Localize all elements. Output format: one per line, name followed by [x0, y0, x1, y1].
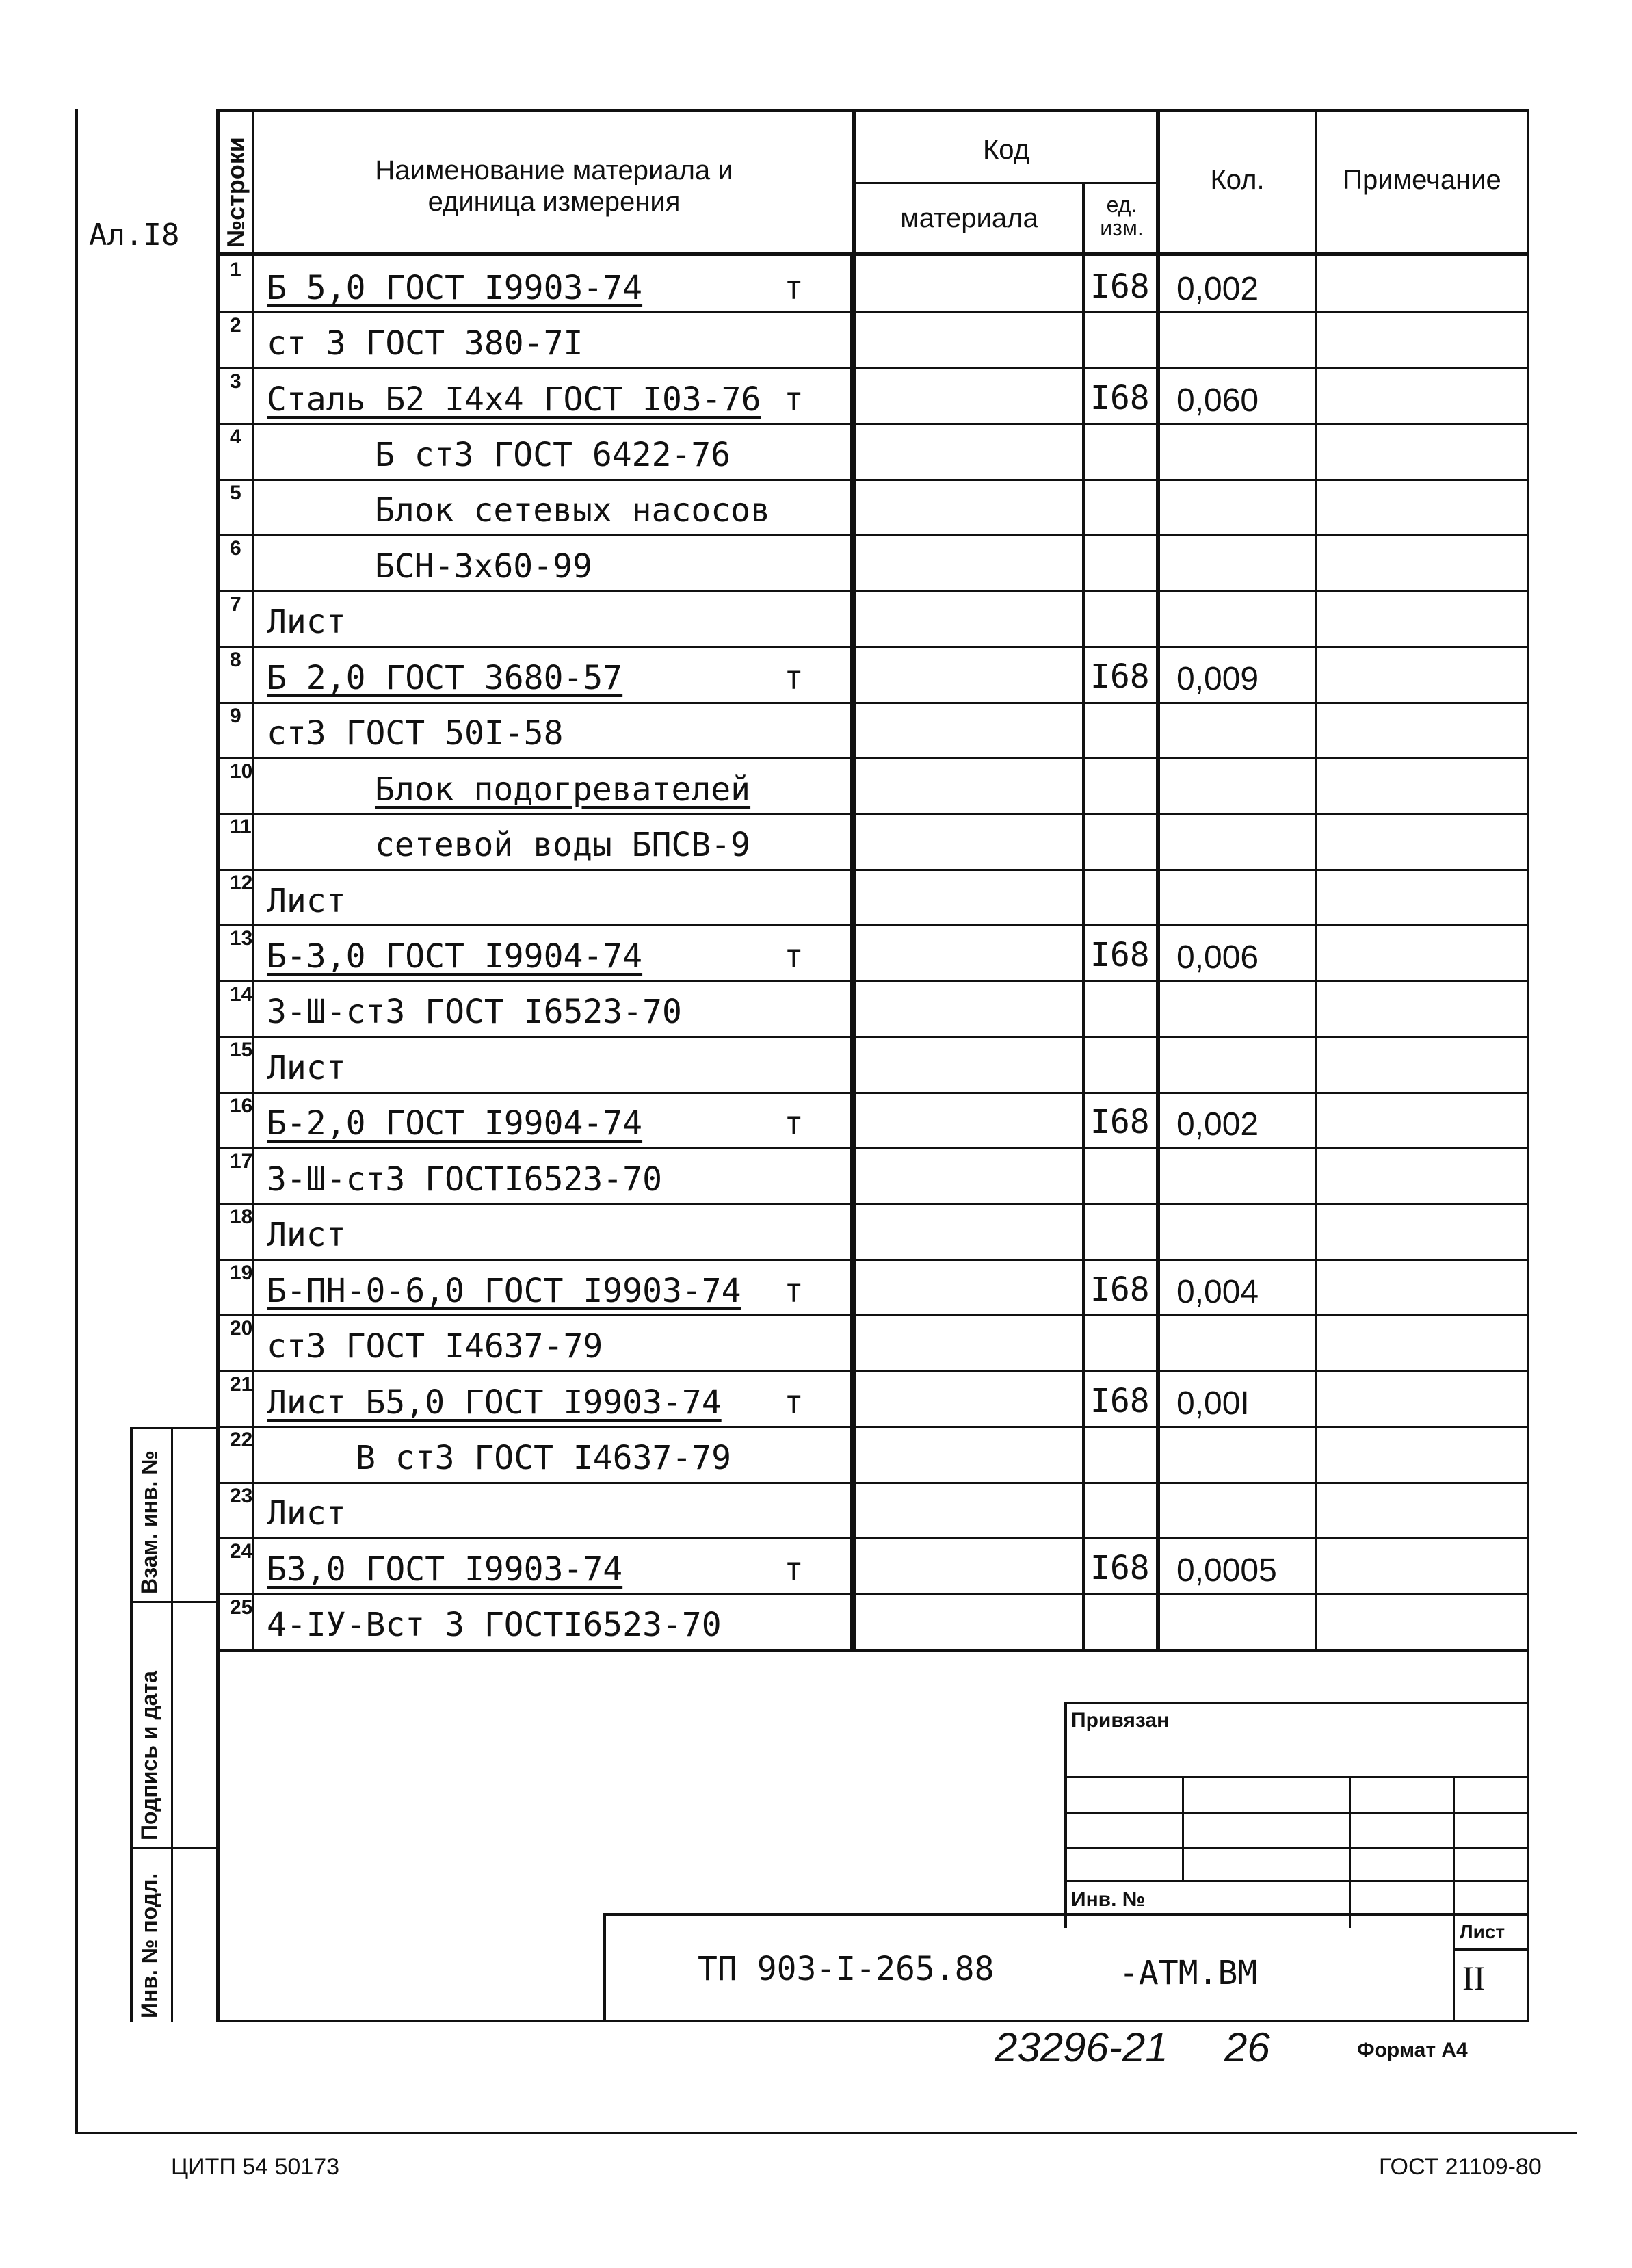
header-note: Примечание — [1343, 165, 1501, 195]
row-qty: 0,009 — [1176, 661, 1259, 697]
row-unit-letter: т — [784, 659, 804, 697]
tb-list-label: Лист — [1460, 1921, 1505, 1942]
stamp-left — [130, 1427, 133, 2022]
row-number: 4 — [230, 426, 241, 448]
header-bottom — [218, 252, 1528, 256]
row-number: 3 — [230, 370, 241, 393]
row-name: ст 3 ГОСТ 380-7I — [267, 324, 583, 363]
row-name: В ст3 ГОСТ I4637-79 — [356, 1439, 732, 1477]
row-number: 8 — [230, 649, 241, 671]
footer-handwritten: 23296-21 — [995, 2024, 1168, 2070]
row-name: 3-Ш-ст3 ГОСТ I6523-70 — [267, 993, 682, 1031]
stamp-top — [130, 1427, 218, 1429]
tb-bottom — [218, 2020, 1528, 2022]
stamp-div-1 — [130, 1601, 218, 1603]
stamp-col-divider — [171, 1427, 173, 2022]
row-divider — [218, 1203, 1528, 1205]
header-material: материала — [900, 203, 1038, 233]
stamp-inv: Инв. № подл. — [137, 1873, 161, 2018]
row-name: Блок сетевых насосов — [375, 491, 770, 530]
row-number: 9 — [230, 705, 241, 727]
row-code: I68 — [1090, 1382, 1150, 1420]
row-qty: 0,060 — [1176, 382, 1259, 419]
footer-page: 26 — [1224, 2024, 1270, 2070]
row-divider — [218, 1426, 1528, 1428]
row-divider — [218, 1482, 1528, 1484]
row-code: I68 — [1090, 379, 1150, 417]
row-code: I68 — [1090, 1270, 1150, 1309]
row-code: I68 — [1090, 657, 1150, 696]
tb-grid-h4 — [1064, 1880, 1528, 1882]
row-name: 4-IУ-Вст 3 ГОСТI6523-70 — [267, 1606, 722, 1644]
row-number: 6 — [230, 537, 241, 560]
stamp-div-2 — [130, 1847, 218, 1849]
tb-grid-h3 — [1064, 1847, 1528, 1849]
row-divider — [218, 1259, 1528, 1261]
row-name: Лист — [267, 882, 346, 920]
material-col-border — [1082, 183, 1085, 1650]
row-name: Б-ПН-0-6,0 ГОСТ I9903-74 — [267, 1272, 741, 1310]
row-qty: 0,002 — [1176, 271, 1259, 307]
unit-col-border — [1156, 109, 1160, 1650]
row-code: I68 — [1090, 268, 1150, 306]
tb-privyazan: Привязан — [1071, 1709, 1170, 1732]
row-divider — [218, 1537, 1528, 1539]
tb-inv-no: Инв. № — [1071, 1888, 1146, 1911]
row-divider — [218, 757, 1528, 759]
row-code: I68 — [1090, 1103, 1150, 1141]
frame-right — [1527, 109, 1529, 2022]
row-number: 18 — [230, 1205, 253, 1228]
row-number: 13 — [230, 927, 253, 950]
row-number: 15 — [230, 1039, 253, 1061]
row-divider — [218, 646, 1528, 648]
tb-grid-v3 — [1453, 1776, 1455, 2022]
footer-right: ГОСТ 21109-80 — [1379, 2154, 1542, 2180]
tb-main-top — [603, 1913, 1528, 1916]
row-number: 11 — [230, 816, 252, 838]
tb-grid-h1 — [1064, 1776, 1528, 1778]
tb-grid-h2 — [1064, 1812, 1528, 1814]
row-divider — [218, 702, 1528, 704]
row-divider — [218, 869, 1528, 871]
row-number: 5 — [230, 482, 241, 504]
row-qty: 0,004 — [1176, 1274, 1259, 1310]
row-divider — [218, 924, 1528, 926]
row-qty: 0,00I — [1176, 1385, 1250, 1422]
row-name: 3-Ш-ст3 ГОСТI6523-70 — [267, 1160, 662, 1199]
header-row-number: №строки — [222, 137, 250, 248]
row-divider — [218, 534, 1528, 536]
row-number: 21 — [230, 1373, 253, 1396]
table-bottom — [218, 1649, 1528, 1652]
sheet-label: Ал.I8 — [89, 218, 180, 252]
row-number: 23 — [230, 1485, 253, 1507]
row-divider — [218, 1593, 1528, 1595]
row-unit-letter: т — [784, 269, 804, 307]
row-divider — [218, 1092, 1528, 1094]
row-name: Лист — [267, 603, 346, 641]
row-name: ст3 ГОСТ 50I-58 — [267, 714, 564, 753]
row-unit-letter: т — [784, 1383, 804, 1422]
row-number: 16 — [230, 1095, 253, 1117]
row-name: Сталь Б2 I4x4 ГОСТ I03-76 — [267, 380, 761, 419]
frame-top — [216, 109, 1529, 112]
row-unit-letter: т — [784, 1104, 804, 1143]
header-unit: ед. изм. — [1100, 192, 1144, 240]
tb-doc-suffix: -АТМ.ВМ — [1119, 1954, 1258, 1992]
row-name: Лист — [267, 1216, 346, 1254]
row-number: 17 — [230, 1150, 253, 1173]
row-code: I68 — [1090, 936, 1150, 974]
row-name: Б ст3 ГОСТ 6422-76 — [375, 436, 731, 474]
row-number: 7 — [230, 593, 241, 616]
header-code-divider — [854, 182, 1157, 184]
row-divider — [218, 1147, 1528, 1149]
row-name: БСН-3х60-99 — [375, 547, 592, 586]
row-number: 22 — [230, 1429, 253, 1451]
name-col-border — [852, 109, 856, 1650]
tb-list-div — [1453, 1948, 1528, 1951]
row-name: Лист — [267, 1049, 346, 1087]
frame-bottom — [75, 2132, 1577, 2134]
tb-privyazan-top — [1064, 1702, 1528, 1704]
row-qty: 0,002 — [1176, 1106, 1259, 1143]
row-number: 12 — [230, 872, 253, 894]
row-divider — [218, 1314, 1528, 1316]
tb-list-no: II — [1462, 1959, 1486, 1997]
row-divider — [218, 423, 1528, 425]
row-name: Б 2,0 ГОСТ 3680-57 — [267, 659, 623, 697]
row-name: сетевой воды БПСВ-9 — [375, 826, 751, 864]
row-divider — [218, 311, 1528, 313]
row-number: 20 — [230, 1317, 253, 1340]
row-name: ст3 ГОСТ I4637-79 — [267, 1327, 603, 1366]
row-number: 1 — [230, 259, 241, 281]
row-unit-letter: т — [784, 380, 804, 419]
footer-left: ЦИТП 54 50173 — [171, 2154, 340, 2180]
row-divider — [218, 367, 1528, 369]
row-name: Б3,0 ГОСТ I9903-74 — [267, 1550, 623, 1589]
row-divider — [218, 1036, 1528, 1038]
qty-col-border — [1315, 109, 1317, 1650]
row-number: 2 — [230, 314, 241, 337]
row-name: Лист — [267, 1494, 346, 1533]
header-name: Наименование материала и единица измерения — [375, 155, 733, 217]
row-name: Б 5,0 ГОСТ I9903-74 — [267, 269, 643, 307]
table-left-border — [216, 109, 220, 2022]
row-number: 19 — [230, 1262, 253, 1284]
row-code: I68 — [1090, 1549, 1150, 1587]
row-number: 10 — [230, 760, 253, 783]
tb-main-left — [603, 1913, 606, 2022]
name-col-right-bold — [850, 253, 852, 1650]
row-divider — [218, 980, 1528, 982]
row-name: Блок подогревателей — [375, 770, 751, 809]
frame-left — [75, 109, 78, 2133]
stamp-vzam: Взам. инв. № — [137, 1450, 161, 1594]
row-number: 25 — [230, 1596, 253, 1619]
row-name: Лист Б5,0 ГОСТ I9903-74 — [267, 1383, 722, 1422]
row-divider — [218, 1370, 1528, 1372]
stamp-podpis: Подпись и дата — [137, 1671, 161, 1840]
header-code: Код — [982, 135, 1029, 165]
row-number: 24 — [230, 1540, 253, 1563]
row-unit-letter: т — [784, 937, 804, 976]
row-divider — [218, 813, 1528, 815]
row-qty: 0,006 — [1176, 939, 1259, 976]
tb-grid-v2 — [1349, 1776, 1351, 1928]
footer-format: Формат А4 — [1357, 2039, 1468, 2061]
tb-privyazan-left — [1064, 1702, 1067, 1928]
row-divider — [218, 479, 1528, 481]
row-name: Б-2,0 ГОСТ I9904-74 — [267, 1104, 643, 1143]
header-qty: Кол. — [1210, 165, 1265, 195]
row-name: Б-3,0 ГОСТ I9904-74 — [267, 937, 643, 976]
row-unit-letter: т — [784, 1550, 804, 1589]
tb-grid-v1 — [1182, 1776, 1184, 1881]
tb-doc-code: ТП 903-I-265.88 — [698, 1950, 995, 1988]
row-qty: 0,0005 — [1176, 1552, 1277, 1589]
row-unit-letter: т — [784, 1272, 804, 1310]
row-divider — [218, 590, 1528, 592]
row-number: 14 — [230, 983, 253, 1006]
